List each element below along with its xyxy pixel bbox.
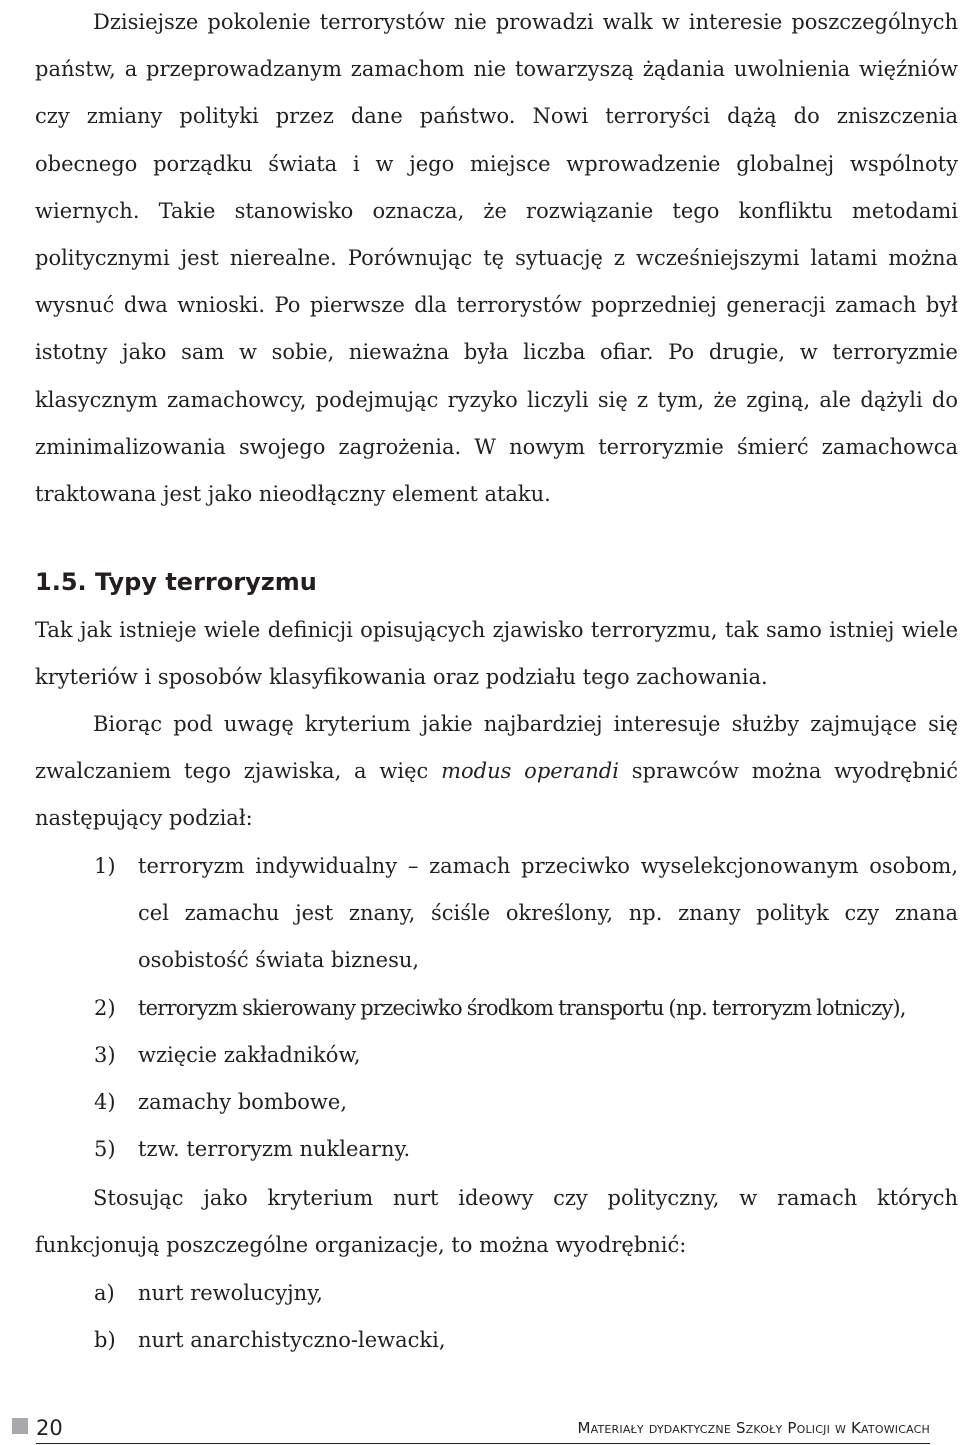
list-marker: 5)	[94, 1137, 116, 1162]
list-item-text: tzw. terroryzm nuklearny.	[138, 1137, 411, 1162]
list-marker: a)	[94, 1281, 115, 1305]
paragraph-1: Dzisiejsze pokolenie terrorystów nie prowadzi walk w interesie poszczególnych państw, a przeprowadzanym zamachom nie towarzyszą żądania uwolnienia więźniów czy zmiany polityki przez dane państwo. Nowi terroryści dążą do zniszczenia obecnego porządku świata i w jego miejsce wprowadzenie globalnej wspólnoty wiernych. Takie stanowisko oznacza, że rozwiązanie tego konfliktu metodami politycznymi jest nierealne. Porównując tę sytuację z wcześniejszymi latami można wysnuć dwa wnioski. Po pierwsze dla terrorystów poprzedniej generacji zamach był istotny jako sam w sobie, nieważna była liczba ofiar. Po drugie, w terroryzmie klasycznym zamachowcy, podejmując ryzyko liczyli się z tym, że zginą, ale dążyli do zminimalizowania swojego zagrożenia. W nowym terroryzmie śmierć zamachowca traktowana jest jako nieodłączny element ataku.	[35, 10, 958, 507]
list-item-text: terroryzm skierowany przeciwko środkom transportu (np. terroryzm lotniczy),	[138, 995, 906, 1020]
list-item-text: wzięcie zakładników,	[138, 1042, 361, 1067]
list-item	[35, 1126, 958, 1173]
list-item-text: nurt rewolucyjny,	[138, 1281, 323, 1305]
section-heading: 1.5. Typy terroryzmu	[35, 568, 317, 596]
list-item-text: nurt anarchistyczno-lewacki,	[138, 1328, 446, 1353]
paragraph-4: Stosując jako kryterium nurt ideowy czy polityczny, w ramach których funkcjonują poszczególne organizacje, to można wyodrębnić:	[35, 1186, 958, 1258]
list-marker: 3)	[94, 1042, 116, 1067]
list-item	[35, 1032, 958, 1079]
list-item	[35, 1270, 958, 1317]
list-marker: 2)	[94, 995, 116, 1020]
list-item-text: terroryzm indywidualny – zamach przeciwko wyselekcjonowanym osobom, cel zamachu jest znany, ściśle określony, np. znany polityk czy znana osobistość świata biznesu,	[138, 854, 958, 973]
list-marker: b)	[94, 1328, 116, 1353]
footer-title: Materiały dydaktyczne Szkoły Policji w Katowicach	[577, 1419, 930, 1437]
list-item	[35, 1079, 958, 1126]
footer-square-icon	[12, 1418, 28, 1434]
page-footer	[0, 1412, 960, 1445]
paragraph-3-italic: modus operandi	[441, 759, 619, 784]
modus-operandi-list	[35, 843, 958, 1173]
list-item	[35, 1317, 958, 1364]
paragraph-2: Tak jak istnieje wiele definicji opisujących zjawisko terroryzmu, tak samo istniej wiele kryteriów i sposobów klasyfikowania oraz podziału tego zachowania.	[35, 618, 958, 690]
list-item-text: zamachy bombowe,	[138, 1090, 348, 1115]
footer-divider	[36, 1443, 930, 1444]
paragraph-3-end: sprawców można wyodrębnić następujący podział:	[35, 759, 959, 831]
list-marker: 4)	[94, 1090, 116, 1115]
page-number: 20	[36, 1416, 63, 1440]
ideological-list	[35, 1270, 958, 1364]
list-marker: 1)	[94, 854, 116, 878]
paragraph-3	[35, 701, 958, 843]
list-item	[35, 843, 958, 985]
paragraph-3-start: Biorąc pod uwagę kryterium jakie najbardziej interesuje służby zajmujące się zwalczaniem tego zjawiska, a więc	[35, 712, 958, 784]
list-item	[35, 985, 958, 1032]
